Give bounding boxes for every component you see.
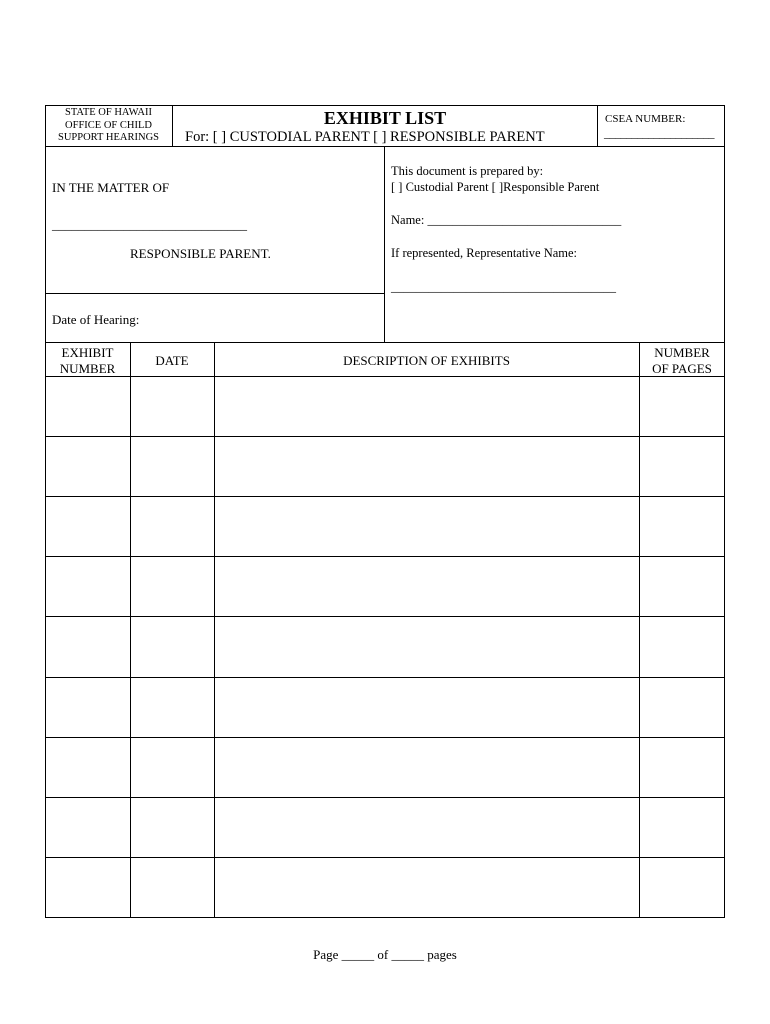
exhibit-number-cell[interactable] bbox=[45, 617, 130, 676]
matter-center-divider bbox=[384, 146, 385, 343]
agency-line-3: SUPPORT HEARINGS bbox=[58, 132, 159, 143]
description-cell[interactable] bbox=[215, 858, 639, 917]
column-header-description: DESCRIPTION OF EXHIBITS bbox=[343, 353, 510, 368]
pages-cell[interactable] bbox=[640, 678, 724, 737]
matter-name-field[interactable]: ______________________________ bbox=[52, 217, 247, 232]
description-cell[interactable] bbox=[215, 678, 639, 737]
column-header-date: DATE bbox=[155, 353, 189, 368]
date-cell[interactable] bbox=[131, 798, 214, 857]
agency-name bbox=[45, 107, 172, 145]
pages-cell[interactable] bbox=[640, 738, 724, 797]
description-cell[interactable] bbox=[215, 557, 639, 616]
description-cell[interactable] bbox=[215, 377, 639, 436]
description-cell[interactable] bbox=[215, 437, 639, 496]
exhibit-number-cell[interactable] bbox=[45, 858, 130, 917]
column-header-exhibit-number: EXHIBIT NUMBER bbox=[59, 345, 116, 376]
date-cell[interactable] bbox=[131, 858, 214, 917]
date-cell[interactable] bbox=[131, 617, 214, 676]
date-cell[interactable] bbox=[131, 738, 214, 797]
description-cell[interactable] bbox=[215, 798, 639, 857]
agency-line-2: OFFICE OF CHILD bbox=[65, 119, 152, 131]
prepared-by-label: This document is prepared by: bbox=[391, 164, 544, 178]
csea-number-field[interactable]: ____________________ bbox=[604, 126, 714, 140]
matter-bottom-rule bbox=[45, 342, 725, 343]
exhibit-number-cell[interactable] bbox=[45, 377, 130, 436]
pages-cell[interactable] bbox=[640, 617, 724, 676]
date-cell[interactable] bbox=[131, 377, 214, 436]
exhibit-number-cell[interactable] bbox=[45, 497, 130, 556]
pages-cell[interactable] bbox=[640, 377, 724, 436]
csea-number-label: CSEA NUMBER: bbox=[605, 113, 686, 125]
for-party-checkboxes[interactable]: For: [ ] CUSTODIAL PARENT [ ] RESPONSIBLE PARENT bbox=[185, 129, 545, 145]
header-bottom-rule bbox=[45, 146, 725, 147]
pages-cell[interactable] bbox=[640, 497, 724, 556]
representative-name-field[interactable]: ____________________________________ bbox=[391, 280, 616, 294]
representative-label: If represented, Representative Name: bbox=[391, 246, 578, 260]
matter-date-rule bbox=[45, 293, 385, 294]
description-cell[interactable] bbox=[215, 738, 639, 797]
exhibit-number-cell[interactable] bbox=[45, 437, 130, 496]
agency-line-1: STATE OF HAWAII bbox=[65, 107, 152, 118]
exhibit-number-cell[interactable] bbox=[45, 678, 130, 737]
column-header-pages: NUMBER OF PAGES bbox=[652, 345, 712, 376]
pages-cell[interactable] bbox=[640, 798, 724, 857]
description-cell[interactable] bbox=[215, 497, 639, 556]
date-cell[interactable] bbox=[131, 557, 214, 616]
page-count-footer[interactable]: Page _____ of _____ pages bbox=[313, 947, 457, 962]
preparer-name-field[interactable]: Name: _______________________________ bbox=[391, 213, 622, 227]
responsible-parent-label: RESPONSIBLE PARENT. bbox=[130, 246, 271, 261]
exhibit-number-cell[interactable] bbox=[45, 798, 130, 857]
pages-cell[interactable] bbox=[640, 858, 724, 917]
date-of-hearing-label: Date of Hearing: bbox=[52, 312, 140, 327]
date-cell[interactable] bbox=[131, 678, 214, 737]
header-divider-right bbox=[597, 105, 598, 146]
date-cell[interactable] bbox=[131, 437, 214, 496]
form-border-bottom bbox=[45, 917, 725, 918]
exhibit-number-cell[interactable] bbox=[45, 557, 130, 616]
pages-cell[interactable] bbox=[640, 437, 724, 496]
prepared-by-checkboxes[interactable]: [ ] Custodial Parent [ ]Responsible Parent bbox=[391, 180, 600, 194]
description-cell[interactable] bbox=[215, 617, 639, 676]
in-the-matter-of-label: IN THE MATTER OF bbox=[52, 180, 170, 195]
date-cell[interactable] bbox=[131, 497, 214, 556]
form-border-top bbox=[45, 105, 725, 106]
pages-cell[interactable] bbox=[640, 557, 724, 616]
exhibit-number-cell[interactable] bbox=[45, 738, 130, 797]
form-title: EXHIBIT LIST bbox=[323, 108, 447, 128]
